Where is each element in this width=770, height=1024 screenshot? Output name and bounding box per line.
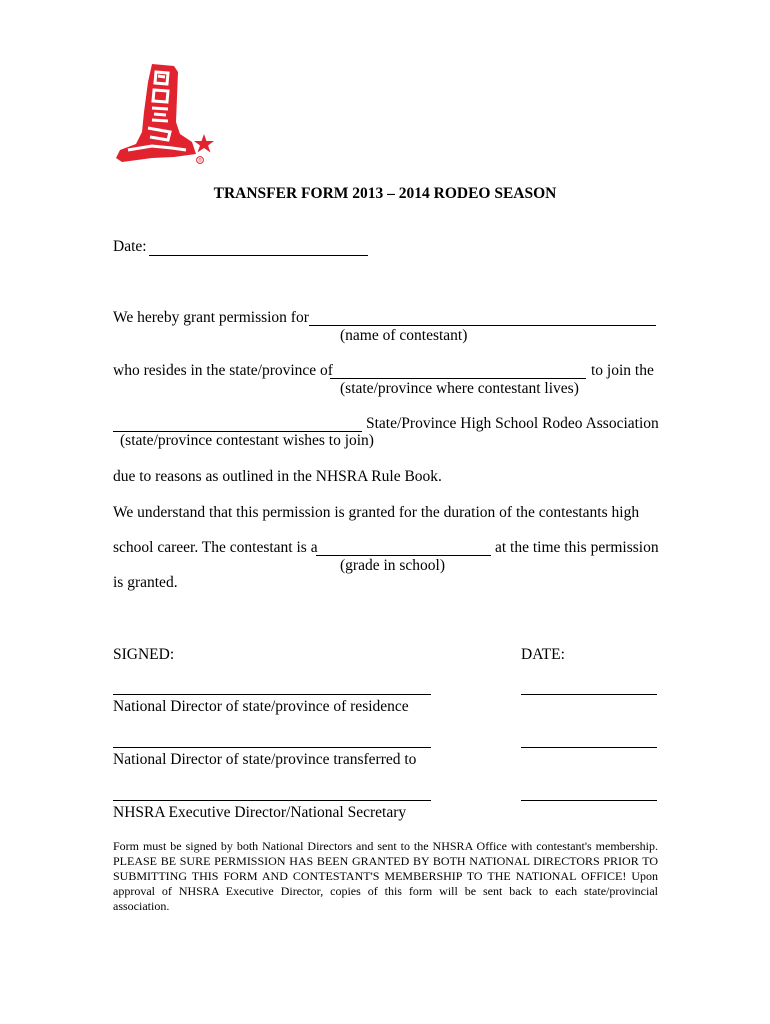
- resides-text: who resides in the state/province of: [113, 362, 333, 379]
- signature-transferred-field[interactable]: [113, 747, 431, 748]
- grade-field[interactable]: [316, 555, 491, 556]
- date-label: Date:: [113, 238, 147, 255]
- granted-text: is granted.: [113, 574, 178, 591]
- grade-caption: (grade in school): [340, 557, 446, 574]
- date-executive-field[interactable]: [521, 800, 657, 801]
- footer-note: Form must be signed by both National Directors and sent to the NHSRA Office with contestant's membership. PLEASE BE SURE PERMISSION HAS BEEN GRANTED BY BOTH NATIONAL DIRECTORS PRIOR TO SUBMITTING THIS FORM AND CONTESTANT'S MEMBERSHIP TO THE NATIONAL OFFICE! Upon approval of NHSRA Executive Director, copies of this form will be sent back to each state/provincial association.: [113, 839, 658, 913]
- svg-text:®: ®: [198, 158, 202, 164]
- grade-suffix-text: at the time this permission: [495, 539, 659, 556]
- date-transferred-field[interactable]: [521, 747, 657, 748]
- grade-text: school career. The contestant is a: [113, 539, 318, 556]
- form-title: TRANSFER FORM 2013 – 2014 RODEO SEASON: [213, 185, 557, 202]
- signature-transferred-label: National Director of state/province transferred to: [113, 751, 417, 768]
- grant-text: We hereby grant permission for: [113, 309, 309, 326]
- signature-residence-label: National Director of state/province of residence: [113, 698, 409, 715]
- date-field[interactable]: [149, 255, 368, 256]
- duration-text: We understand that this permission is granted for the duration of the contestants high: [113, 504, 640, 521]
- contestant-name-field[interactable]: [309, 325, 656, 326]
- residence-caption: (state/province where contestant lives): [340, 380, 579, 397]
- residence-state-field[interactable]: [330, 378, 586, 379]
- star-icon: [194, 134, 214, 153]
- date-column-label: DATE:: [521, 646, 565, 663]
- signature-executive-field[interactable]: [113, 800, 431, 801]
- reasons-text: due to reasons as outlined in the NHSRA Rule Book.: [113, 468, 442, 485]
- nhsra-boot-logo: [112, 62, 216, 168]
- signature-executive-label: NHSRA Executive Director/National Secretary: [113, 804, 407, 821]
- association-text: State/Province High School Rodeo Association: [366, 415, 659, 432]
- contestant-name-caption: (name of contestant): [340, 327, 468, 344]
- signed-label: SIGNED:: [113, 646, 175, 663]
- join-text: to join the: [591, 362, 654, 379]
- target-state-caption: (state/province contestant wishes to join): [120, 432, 374, 449]
- date-residence-field[interactable]: [521, 694, 657, 695]
- signature-residence-field[interactable]: [113, 694, 431, 695]
